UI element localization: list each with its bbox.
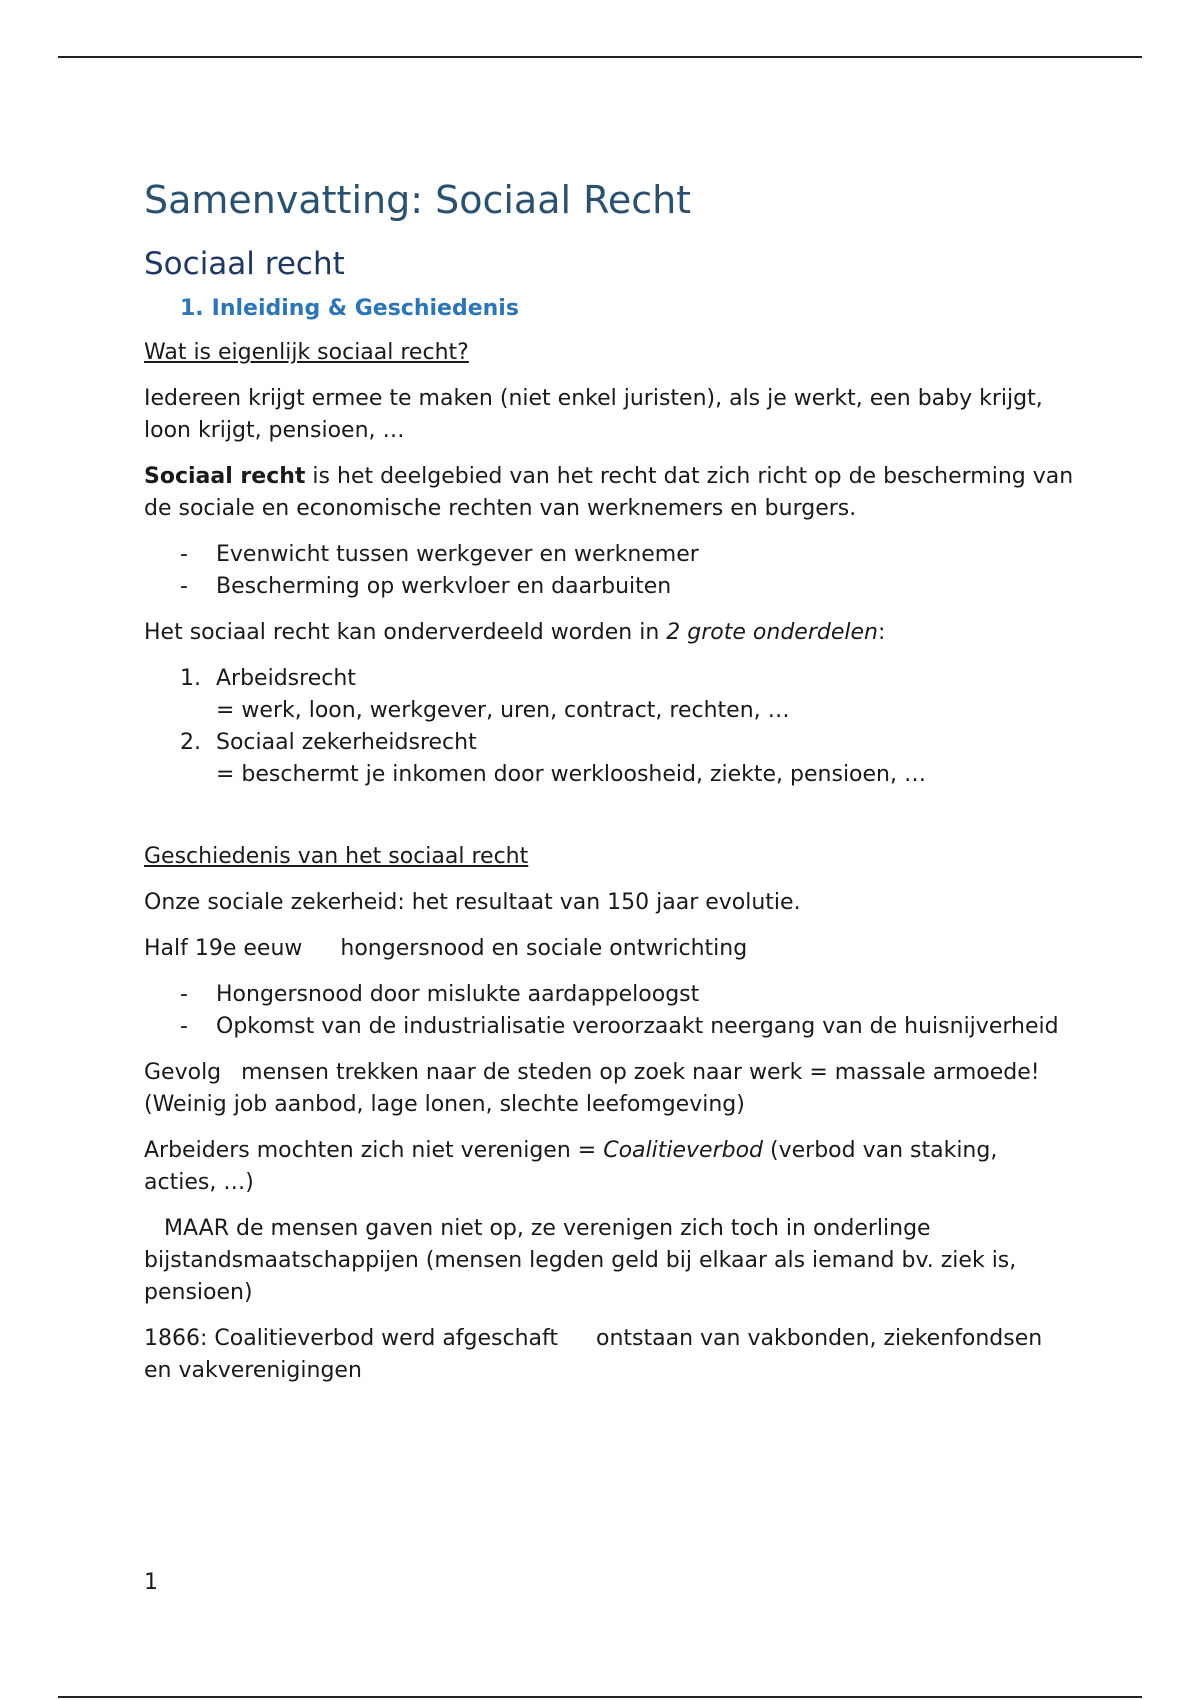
- definition-text: is het deelgebied van het recht dat zich richt op de bescherming van de sociale en economische rechten van werknemers en burgers.: [144, 464, 1074, 522]
- item-title: Arbeidsrecht: [216, 666, 356, 692]
- numbered-list: [144, 663, 1074, 791]
- definition-term: Sociaal recht: [144, 464, 306, 490]
- emphasis: Coalitieverbod: [603, 1138, 764, 1164]
- dash-marker: -: [180, 542, 188, 568]
- header-rule: [58, 56, 1142, 58]
- text-part: mensen trekken naar de steden op zoek naar werk = massale armoede! (Weinig job aanbod, lage lonen, slechte leefomgeving): [144, 1060, 1040, 1118]
- paragraph-iedereen: Iedereen krijgt ermee te maken (niet enkel juristen), als je werkt, een baby krijgt, loon krijgt, pensioen, …: [144, 386, 1043, 444]
- text-part: Half 19e eeuw: [144, 936, 303, 962]
- text-part: Gevolg: [144, 1060, 222, 1086]
- list-item-text: Bescherming op werkvloer en daarbuiten: [216, 574, 672, 600]
- item-number: 1.: [180, 666, 201, 692]
- subheading-wat-is: Wat is eigenlijk sociaal recht?: [144, 340, 469, 366]
- list-item: [144, 727, 1074, 791]
- text-part: :: [877, 620, 886, 646]
- text-part: ontstaan van vakbonden, ziekenfondsen en vakverenigingen: [144, 1326, 1043, 1384]
- text-part: 1866: Coalitieverbod werd afgeschaft: [144, 1326, 559, 1352]
- text-part: Het sociaal recht kan onderverdeeld worden in: [144, 620, 667, 646]
- list-item-text: Opkomst van de industrialisatie veroorzaakt neergang van de huisnijverheid: [216, 1014, 1059, 1040]
- page-number: 1: [144, 1570, 158, 1595]
- paragraph-definition: [144, 461, 1074, 525]
- dash-marker: -: [180, 982, 188, 1008]
- list-item: [144, 979, 1074, 1011]
- paragraph-gevolg: [144, 1057, 1074, 1121]
- document-body: [144, 170, 1074, 1387]
- item-description: = beschermt je inkomen door werkloosheid, ziekte, pensioen, …: [216, 762, 926, 788]
- section-heading: [180, 295, 1074, 324]
- dash-marker: -: [180, 574, 188, 600]
- footer-rule: [58, 1696, 1142, 1698]
- dash-marker: -: [180, 1014, 188, 1040]
- document-title: Samenvatting: Sociaal Recht: [144, 178, 692, 222]
- paragraph-maar: [144, 1213, 1074, 1309]
- list-item: [144, 663, 1074, 727]
- paragraph-half-19e-eeuw: [144, 933, 1074, 965]
- emphasis: 2 grote onderdelen: [666, 620, 878, 646]
- subheading-geschiedenis: Geschiedenis van het sociaal recht: [144, 844, 529, 870]
- list-item: [144, 539, 1074, 571]
- list-item: [144, 1011, 1074, 1043]
- item-title: Sociaal zekerheidsrecht: [216, 730, 477, 756]
- bullet-list-1: [144, 539, 1074, 603]
- paragraph-1866: [144, 1323, 1074, 1387]
- paragraph-evolutie: Onze sociale zekerheid: het resultaat van 150 jaar evolutie.: [144, 890, 801, 916]
- paragraph-onderdelen: [144, 617, 1074, 649]
- paragraph-coalitieverbod: [144, 1135, 1074, 1199]
- text-part: hongersnood en sociale ontwrichting: [340, 936, 748, 962]
- item-number: 2.: [180, 730, 201, 756]
- bullet-list-2: [144, 979, 1074, 1043]
- item-description: = werk, loon, werkgever, uren, contract, rechten, …: [216, 698, 790, 724]
- text-part: MAAR de mensen gaven niet op, ze verenigen zich toch in onderlinge bijstandsmaatschappijen (mensen legden geld bij elkaar als iemand bv. ziek is, pensioen): [144, 1216, 1017, 1306]
- section-number: 1.: [180, 295, 204, 321]
- section-label: Inleiding & Geschiedenis: [211, 295, 519, 321]
- list-item-text: Hongersnood door mislukte aardappeloogst: [216, 982, 700, 1008]
- heading-sociaal-recht: Sociaal recht: [144, 245, 345, 282]
- list-item-text: Evenwicht tussen werkgever en werknemer: [216, 542, 699, 568]
- list-item: [144, 571, 1074, 603]
- text-part: (verbod van staking, acties, …): [144, 1138, 998, 1196]
- text-part: Arbeiders mochten zich niet verenigen =: [144, 1138, 604, 1164]
